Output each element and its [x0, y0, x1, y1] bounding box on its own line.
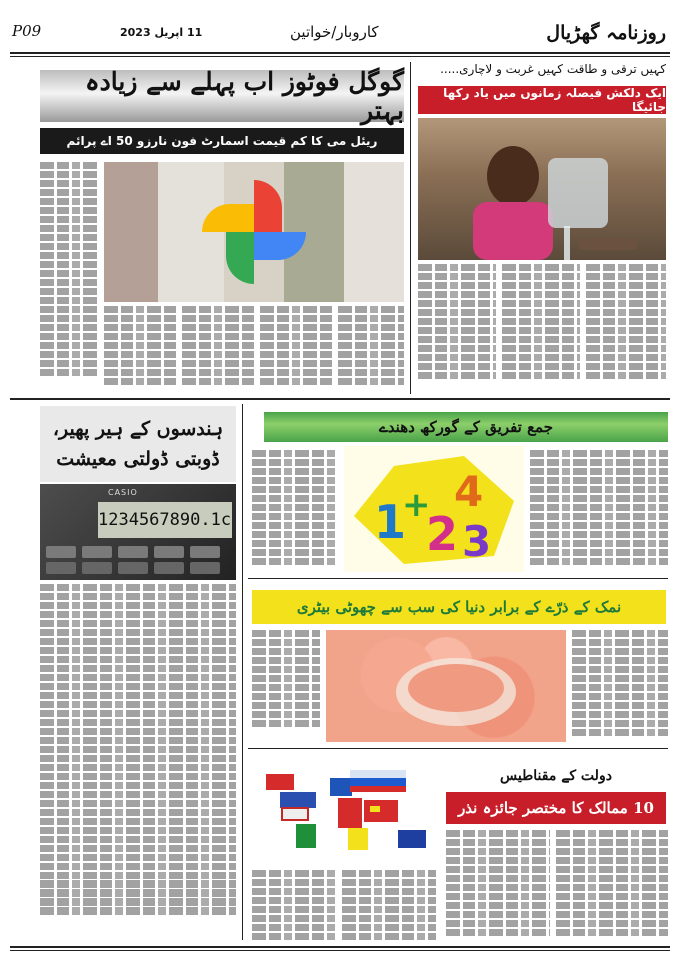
salt-photo [326, 630, 566, 742]
math-title-banner [264, 412, 668, 442]
section-rule-2 [248, 578, 668, 579]
calculator-brand: CASIO [108, 488, 138, 497]
math-numbers-image [344, 446, 524, 572]
water-kicker: کہیں ترقی و طاقت کہیں غربت و لاچاری..... [440, 62, 666, 76]
battery-text-col-3 [572, 630, 668, 742]
wealth-text-col-2 [342, 870, 436, 940]
google-text-col-5 [338, 306, 404, 390]
numbers-text-col-1 [40, 584, 236, 940]
google-subtitle-banner [40, 128, 404, 154]
column-divider-top [410, 62, 411, 394]
battery-title-banner [252, 590, 666, 624]
water-text-col-2 [502, 264, 580, 390]
math-title: جمع تفریق کے گورکھ دھندے [379, 418, 554, 436]
math-digit-2: 2 [426, 507, 459, 561]
battery-text-col-1 [252, 630, 320, 736]
wealth-title: 10 ممالک کا مختصر جائزہ نذر [458, 799, 654, 817]
water-title: ایک دلکش فیصلہ زمانوں میں یاد رکھا جائیگا [443, 86, 666, 114]
water-text-col-1 [418, 264, 496, 390]
wealth-text-col-3 [446, 830, 550, 940]
battery-title: نمک کے ذرّے کے برابر دنیا کی سب سے چھوٹی بیٹری [296, 598, 622, 616]
math-text-col-1 [252, 450, 338, 572]
google-text-col-3 [182, 306, 254, 390]
water-text-col-3 [586, 264, 666, 390]
masthead: روزنامہ گھڑیال [546, 22, 666, 44]
math-digit-3: 3 [462, 517, 492, 566]
section-rule-1 [10, 398, 670, 400]
math-digit-plus: + [402, 485, 431, 525]
math-digit-1: 1 [374, 495, 407, 549]
issue-date: 11 اپریل 2023 [120, 26, 203, 39]
numbers-title-2: ڈوبتی ڈولتی معیشت [56, 448, 220, 470]
water-title-banner [418, 86, 666, 114]
google-photos-logo [104, 162, 404, 302]
section-name: کاروبار/خواتین [290, 23, 379, 41]
section-rule-3 [248, 748, 668, 749]
water-photo [418, 118, 666, 260]
wealth-kicker: دولت کے مقناطیس [500, 768, 612, 784]
google-title-banner [40, 67, 404, 125]
header-rule-thin [10, 56, 670, 57]
footer-rule-thin [10, 950, 670, 951]
math-text-col-2 [530, 450, 668, 572]
google-photos-image [104, 162, 404, 302]
header-rule [10, 52, 670, 54]
google-text-col-1 [40, 162, 100, 390]
wealth-text-col-4 [556, 830, 668, 940]
calculator-photo [40, 484, 236, 580]
google-text-col-4 [260, 306, 332, 390]
page-number: P09 [12, 22, 42, 40]
wealth-text-col-1 [252, 870, 336, 940]
wealth-title-banner [446, 792, 666, 824]
math-digit-4: 4 [454, 467, 484, 516]
calculator-display: 1234567890.1c [98, 502, 232, 538]
world-map-flags [252, 756, 436, 866]
google-title: گوگل فوٹوز اب پہلے سے زیادہ بہتر [84, 67, 404, 125]
google-subtitle: ریئل می کا کم قیمت اسمارٹ فون نارزو 50 اے پرائم [66, 134, 378, 148]
numbers-title: ہندسوں کے ہیر پھیر، [52, 418, 224, 440]
footer-rule [10, 946, 670, 948]
google-text-col-2 [104, 306, 176, 390]
column-divider-mid [242, 404, 243, 940]
